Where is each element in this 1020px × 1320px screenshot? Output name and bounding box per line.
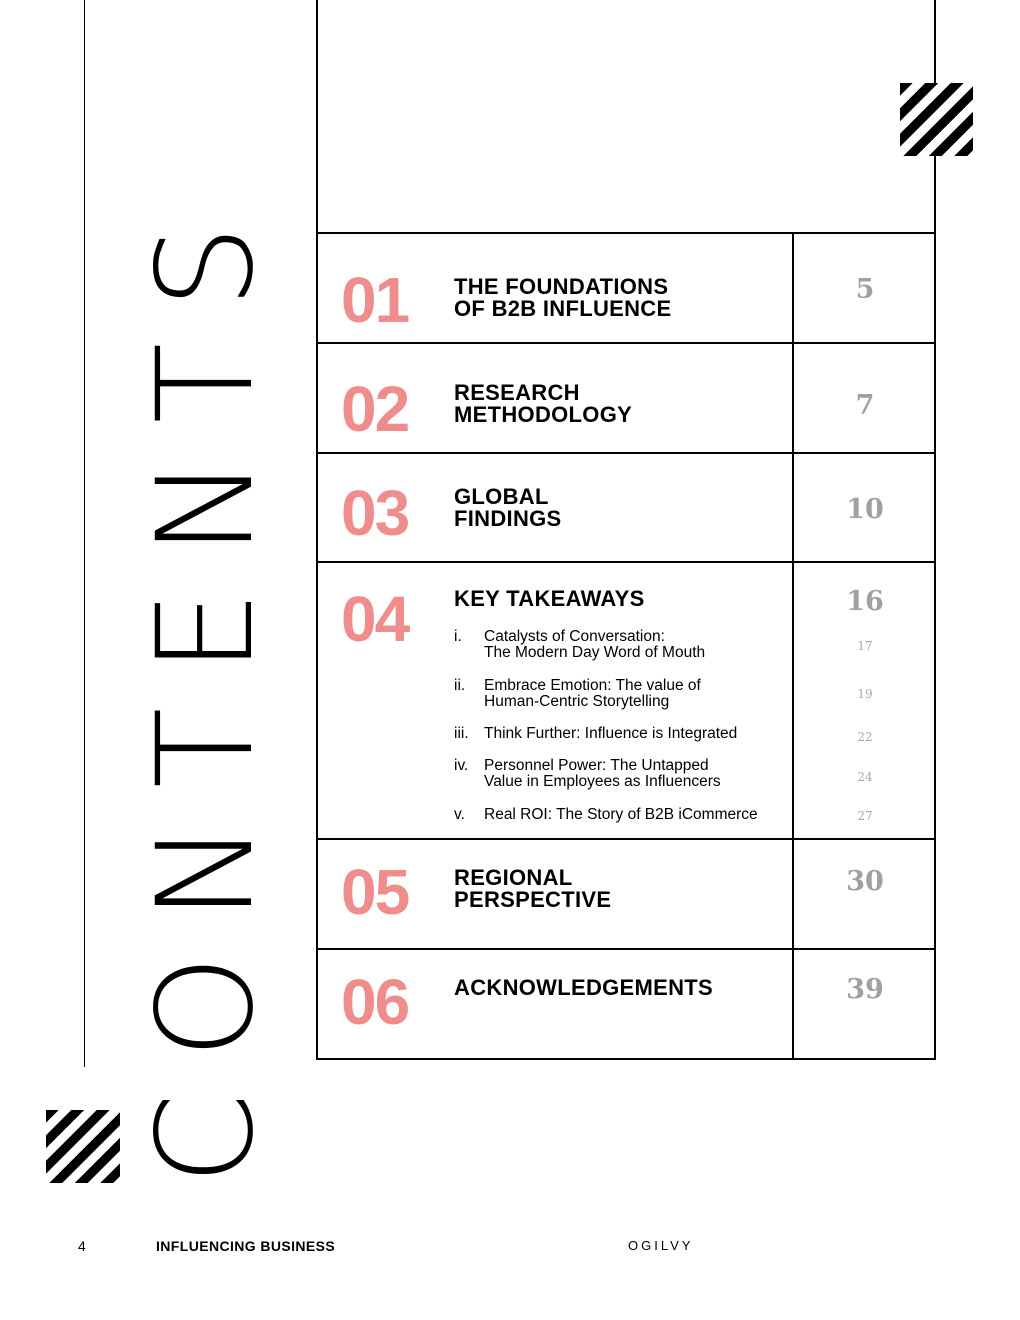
section-number: 05	[341, 856, 409, 928]
section-page-number: 7	[855, 390, 875, 421]
section-number: 01	[341, 264, 409, 336]
subsection-numeral: v.	[454, 806, 465, 823]
section-page-number: 5	[855, 274, 875, 305]
footer-publication-title: INFLUENCING BUSINESS	[156, 1238, 336, 1254]
subsection-page-number: 19	[857, 687, 873, 701]
subsection-page-number: 24	[857, 770, 873, 784]
section-title: GLOBAL FINDINGS	[454, 484, 562, 531]
subsection-item[interactable]: v. Real ROI: The Story of B2B iCommerce	[454, 806, 758, 823]
section-page-number: 30	[846, 866, 884, 897]
stripe-pattern-top-right	[900, 83, 973, 156]
section-title: KEY TAKEAWAYS	[454, 586, 645, 611]
toc-row-06[interactable]	[316, 948, 936, 1060]
left-rule	[84, 0, 85, 1067]
section-number: 06	[341, 966, 409, 1038]
section-number: 02	[341, 373, 409, 445]
section-title: RESEARCH METHODOLOGY	[454, 380, 633, 427]
section-number: 03	[341, 477, 409, 549]
subsection-numeral: iv.	[454, 757, 469, 774]
section-number: 04	[341, 583, 409, 655]
section-page-number: 39	[846, 974, 884, 1005]
contents-heading: CONTENTS	[129, 190, 283, 1186]
subsection-numeral: i.	[454, 628, 462, 645]
subsection-page-number: 22	[857, 730, 873, 744]
toc-row-04[interactable]	[316, 561, 936, 839]
toc-row-02[interactable]	[316, 342, 936, 452]
section-title: THE FOUNDATIONS OF B2B INFLUENCE	[454, 274, 672, 321]
subsection-item[interactable]: iv. Personnel Power: The Untapped Value in Employees as Influencers	[454, 757, 721, 790]
subsection-numeral: iii.	[454, 725, 469, 742]
subsection-page-number: 17	[857, 639, 873, 653]
subsection-page-number: 27	[857, 809, 873, 823]
section-page-number: 10	[846, 494, 884, 525]
subsection-item[interactable]: iii. Think Further: Influence is Integrated	[454, 725, 738, 742]
section-title: REGIONAL PERSPECTIVE	[454, 865, 612, 912]
toc-row-03[interactable]	[316, 452, 936, 562]
subsection-item[interactable]: ii. Embrace Emotion: The value of Human-Centric Storytelling	[454, 677, 701, 710]
subsection-numeral: ii.	[454, 677, 466, 694]
subsection-item[interactable]: i. Catalysts of Conversation: The Modern Day Word of Mouth	[454, 628, 706, 661]
toc-row-01[interactable]	[316, 232, 936, 342]
footer-brand: OGILVY	[628, 1238, 694, 1253]
section-page-number: 16	[846, 586, 884, 617]
stripe-pattern-bottom-left	[46, 1110, 120, 1183]
section-title: ACKNOWLEDGEMENTS	[454, 975, 714, 1000]
toc-row-05[interactable]	[316, 838, 936, 948]
footer-page-number: 4	[78, 1238, 86, 1254]
